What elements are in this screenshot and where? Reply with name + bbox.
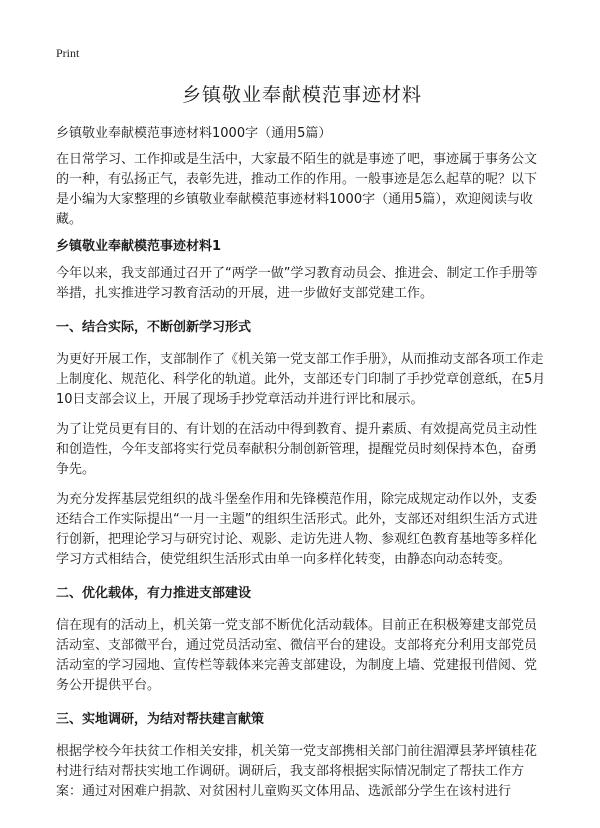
opening-paragraph: 今年以来，我支部通过召开了“两学一做”学习教育动员会、推进会、制定工作手册等举措，扎实推进学习教育活动的开展，进一步做好支部党建工作。 [56,266,538,301]
article-heading: 乡镇敬业奉献模范事迹材料1 [56,239,222,254]
section-heading-2: 二、优化载体，有力推进支部建设 [56,586,252,601]
section-2-paragraph-1: 信在现有的活动上，机关第一党支部不断优化活动载体。目前正在积极筹建支部党员活动室、支部微平台，通过党员活动室、微信平台的建设。支部将充分利用支部党员活动室的学习园地、宣传栏等载体来完善支部建设，为制度上墙、党建报刊借阅、党务公开提供平台。 [56,618,538,693]
section-1-paragraph-1: 为更好开展工作，支部制作了《机关第一党支部工作手册》，从而推动支部各项工作走上制度化、规范化、科学化的轨道。此外，支部还专门印制了手抄党章创意纸，在5月10日支部会议上，开展了现场手抄党章活动并进行评比和展示。 [56,352,546,407]
print-link[interactable]: Print [56,46,80,60]
section-1-paragraph-2: 为了让党员更有目的、有计划的在活动中得到教育、提升素质、有效提高党员主动性和创造性，今年支部将实行党员奉献积分制创新管理，提醒党员时刻保持本色，奋勇争先。 [56,422,538,477]
document-subtitle: 乡镇敬业奉献模范事迹材料1000字（通用5篇） [56,126,332,141]
section-1-paragraph-3: 为充分发挥基层党组织的战斗堡垒作用和先锋模范作用，除完成规定动作以外，支委还结合工作实际提出“一月一主题”的组织生活形式。此外，支部还对组织生活方式进行创新，把理论学习与研究讨论、观影、走访先进人物、参观红色教育基地等多样化学习方式相结合，使党组织生活形式由单一向多样化转变，由静态向动态转变。 [56,492,538,567]
page-title: 乡镇敬业奉献模范事迹材料 [181,84,422,106]
section-heading-3: 三、实地调研，为结对帮扶建言献策 [56,712,265,727]
section-heading-1: 一、结合实际，不断创新学习形式 [56,320,252,335]
section-3-paragraph-1: 根据学校今年扶贫工作相关安排，机关第一党支部携相关部门前往湄潭县茅坪镇桂花村进行结对帮扶实地工作调研。调研后，我支部将根据实际情况制定了帮扶工作方案：通过对困难户捐款、对贫困村儿童购买文体用品、选派部分学生在该村进行 [56,744,538,799]
intro-paragraph: 在日常学习、工作抑或是生活中，大家最不陌生的就是事迹了吧，事迹属于事务公文的一种，有弘扬正气，表彰先进，推动工作的作用。一般事迹是怎么起草的呢？以下是小编为大家整理的乡镇敬业奉献模范事迹材料1000字（通用5篇），欢迎阅读与收藏。 [56,152,538,227]
article-body [56,264,548,812]
